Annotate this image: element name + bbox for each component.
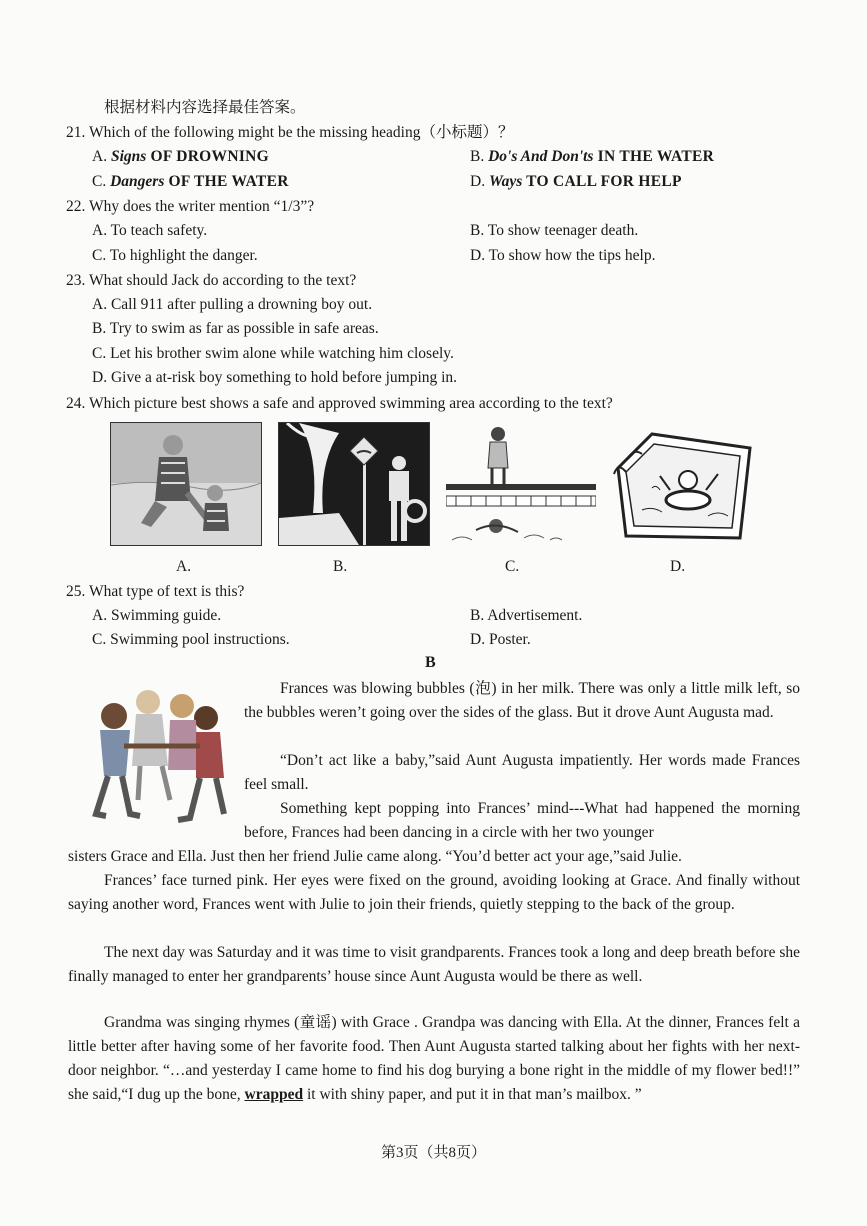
question-23: 23. What should Jack do according to the text? bbox=[66, 272, 357, 289]
caption-a: A. bbox=[176, 558, 192, 575]
picture-c-pool-edge bbox=[446, 422, 596, 544]
question-22: 22. Why does the writer mention “1/3”? bbox=[66, 198, 315, 215]
paragraph-6: Grandma was singing rhymes (童谣) with Grace . Grandpa was dancing with Ella. At the dinner, Frances felt a little better after having some of her favorite food. Then Aunt Augusta started talking about her fights with her next-door neighbor. “…and yesterday I came home to find his dog burying a bone right in the middle of my flower bed!!” she said,“I dug up the bone, wrapped it with shiny paper, and put it in that man’s mailbox. ” bbox=[68, 1014, 800, 1103]
q25-option-a: A. Swimming guide. bbox=[92, 607, 222, 624]
q22-option-a: A. To teach safety. bbox=[92, 222, 208, 239]
question-24: 24. Which picture best shows a safe and approved swimming area according to the text? bbox=[66, 395, 613, 412]
q25-option-b: B. Advertisement. bbox=[470, 607, 583, 624]
q25-option-c: C. Swimming pool instructions. bbox=[92, 631, 290, 648]
underlined-word: wrapped bbox=[244, 1086, 304, 1103]
q22-option-c: C. To highlight the danger. bbox=[92, 247, 258, 264]
q21-option-c: C. Dangers OF THE WATER bbox=[92, 173, 289, 190]
question-25: 25. What type of text is this? bbox=[66, 583, 245, 600]
paragraph-1: Frances was blowing bubbles (泡) in her milk. There was only a little milk left, so the bubbles weren’t going over the sides of the glass. But it drove Aunt Augusta mad. bbox=[244, 680, 800, 721]
q23-option-b: B. Try to swim as far as possible in safe areas. bbox=[92, 320, 379, 337]
q22-option-d: D. To show how the tips help. bbox=[470, 247, 656, 264]
q25-option-d: D. Poster. bbox=[470, 631, 531, 648]
question-21: 21. Which of the following might be the missing heading（小标题）？ bbox=[66, 124, 514, 141]
instructions: 根据材料内容选择最佳答案。 bbox=[104, 99, 306, 116]
q21-option-b: B. Do's And Don'ts IN THE WATER bbox=[470, 148, 715, 165]
paragraph-4: Frances’ face turned pink. Her eyes were fixed on the ground, avoiding looking at Grace. And finally without saying another word, Frances went with Julie to join their friends, quietly stepping to the back of the group. bbox=[68, 872, 800, 913]
section-b-heading: B bbox=[425, 654, 436, 671]
paragraph-3-start: Something kept popping into Frances’ mind---What had happened the morning before, Frances had been dancing in a circle with her two younger bbox=[244, 800, 800, 841]
paragraph-5: The next day was Saturday and it was time to visit grandparents. Frances took a long and deep breath before she finally managed to enter her grandparents’ house since Aunt Augusta would be there as well. bbox=[68, 944, 801, 985]
caption-d: D. bbox=[670, 558, 686, 575]
children-dancing-illustration bbox=[78, 680, 234, 830]
q23-option-a: A. Call 911 after pulling a drowning boy out. bbox=[92, 296, 373, 313]
picture-a-beach-lifejackets bbox=[110, 422, 262, 546]
q23-option-c: C. Let his brother swim alone while watching him closely. bbox=[92, 345, 454, 362]
picture-d-pool-float bbox=[612, 428, 754, 544]
paragraph-2: “Don’t act like a baby,”said Aunt Augusta impatiently. Her words made Frances feel small. bbox=[244, 752, 800, 793]
picture-b-lifeguard-sign bbox=[278, 422, 430, 546]
q22-option-b: B. To show teenager death. bbox=[470, 222, 639, 239]
q21-option-d: D. Ways TO CALL FOR HELP bbox=[470, 173, 682, 190]
q21-option-a: A. Signs OF DROWNING bbox=[92, 148, 270, 165]
caption-b: B. bbox=[333, 558, 348, 575]
page-footer: 第3页（共8页） bbox=[380, 1145, 486, 1161]
caption-c: C. bbox=[505, 558, 520, 575]
paragraph-3-end: sisters Grace and Ella. Just then her friend Julie came along. “You’d better act your age,”said Julie. bbox=[68, 848, 682, 865]
q23-option-d: D. Give a at-risk boy something to hold before jumping in. bbox=[92, 369, 458, 386]
